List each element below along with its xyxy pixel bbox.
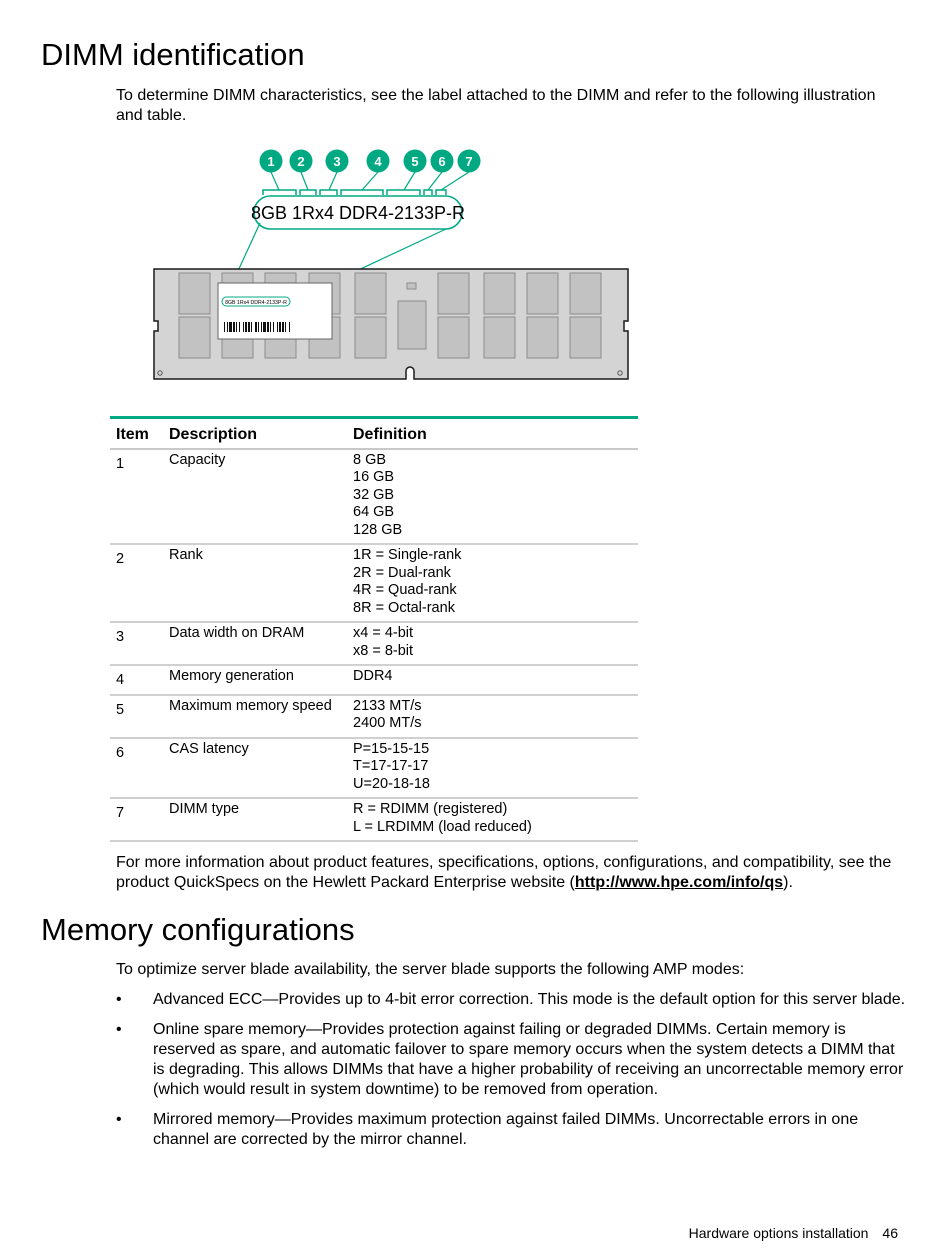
more-info-text-end: ). xyxy=(783,873,793,891)
definition-line: 2133 MT/s xyxy=(353,697,422,714)
definition-line: 128 GB xyxy=(353,521,403,538)
list-item xyxy=(116,1110,906,1150)
list-item xyxy=(116,990,906,1010)
header-description: Description xyxy=(163,418,347,449)
table-row xyxy=(110,544,638,622)
amp-modes-list xyxy=(116,990,906,1160)
callout-brackets xyxy=(263,190,446,195)
item-definition xyxy=(347,798,638,841)
item-number: 4 xyxy=(110,665,163,695)
item-description: Memory generation xyxy=(163,665,347,695)
item-description: Data width on DRAM xyxy=(163,622,347,665)
bullet-text: Mirrored memory—Provides maximum protection against failed DIMMs. Uncorrectable errors in one channel are corrected by the mirror channel. xyxy=(153,1111,859,1148)
callout-7 xyxy=(458,150,481,173)
item-description: Capacity xyxy=(163,449,347,545)
item-definition xyxy=(347,738,638,799)
definition-line: 2400 MT/s xyxy=(353,715,422,731)
definition-line: 8R = Octal-rank xyxy=(353,599,455,616)
section-title-memory-configurations: Memory configurations xyxy=(41,912,355,947)
callout-group xyxy=(260,150,481,173)
item-description: Rank xyxy=(163,544,347,622)
callout-number: 7 xyxy=(465,154,473,169)
page-number: 46 xyxy=(882,1225,898,1241)
item-definition xyxy=(347,622,638,665)
bullet-icon: • xyxy=(116,991,122,1008)
definition-line: 64 GB xyxy=(353,504,395,520)
item-number: 2 xyxy=(110,544,163,622)
item-definition xyxy=(347,449,638,545)
definition-line: T=17-17-17 xyxy=(353,758,429,774)
list-item xyxy=(116,1020,906,1100)
bullet-icon: • xyxy=(116,1021,122,1038)
dimm-label-diagram xyxy=(150,145,640,390)
item-number: 1 xyxy=(110,449,163,545)
dimm-definition-table xyxy=(110,416,638,842)
page-footer xyxy=(689,1225,898,1241)
callout-number: 5 xyxy=(411,154,419,169)
table-row xyxy=(110,798,638,841)
item-definition xyxy=(347,544,638,622)
definition-line: L = LRDIMM (load reduced) xyxy=(353,818,532,835)
memory-intro-paragraph: To optimize server blade availability, the server blade supports the following AMP modes: xyxy=(116,961,745,978)
callout-number: 4 xyxy=(374,154,382,169)
callout-number: 2 xyxy=(297,154,305,169)
quickspecs-link[interactable]: http://www.hpe.com/info/qs xyxy=(574,873,784,891)
callout-leaders xyxy=(271,172,469,190)
zoomed-label-text: 8GB 1Rx4 DDR4-2133P-R xyxy=(250,203,466,223)
header-definition: Definition xyxy=(347,418,638,449)
definition-line: x4 = 4-bit xyxy=(353,625,414,641)
definition-line: x8 = 8-bit xyxy=(353,642,414,659)
item-number: 7 xyxy=(110,798,163,841)
item-description: Maximum memory speed xyxy=(163,695,347,738)
item-description: CAS latency xyxy=(163,738,347,799)
definition-line: 32 GB xyxy=(353,486,395,503)
definition-line: R = RDIMM (registered) xyxy=(353,801,508,817)
table-row xyxy=(110,695,638,738)
callout-2 xyxy=(290,150,313,173)
barcode xyxy=(224,322,290,332)
item-definition xyxy=(347,695,638,738)
footer-section-name: Hardware options installation xyxy=(688,1225,869,1241)
callout-number: 1 xyxy=(267,154,275,169)
item-description: DIMM type xyxy=(163,798,347,841)
bullet-text: Online spare memory—Provides protection against failing or degraded DIMMs. Certain memory is reserved as spare, and automatic failover to spare memory occurs when the system detects a DIMM that is degrading. This allows DIMMs that have a higher probability of receiving an uncorrectable memory error (which would result in system downtime) to be removed from operation. xyxy=(153,1021,904,1098)
definition-line: 2R = Dual-rank xyxy=(353,564,451,581)
definition-line: P=15-15-15 xyxy=(353,740,430,757)
section-title-dimm-identification: DIMM identification xyxy=(41,37,305,72)
more-info-text: For more information about product features, specifications, options, configurations, and compatibility, see the product QuickSpecs on the Hewlett Packard Enterprise website ( xyxy=(116,854,892,891)
definition-line: DDR4 xyxy=(353,668,393,684)
definition-line: 1R = Single-rank xyxy=(353,547,462,563)
callout-number: 3 xyxy=(333,154,341,169)
dimm-label-small-text: 8GB 1Rx4 DDR4-2133P-R xyxy=(225,300,287,306)
item-number: 6 xyxy=(110,738,163,799)
definition-line: 8 GB xyxy=(353,451,387,468)
table-row xyxy=(110,449,638,545)
bullet-text: Advanced ECC—Provides up to 4-bit error correction. This mode is the default option for this server blade. xyxy=(153,991,906,1008)
callout-5 xyxy=(404,150,427,173)
table-header-row xyxy=(110,418,638,449)
bullet-icon: • xyxy=(116,1111,122,1128)
dimm-label-sticker xyxy=(218,283,332,339)
item-number: 5 xyxy=(110,695,163,738)
definition-line: 16 GB xyxy=(353,469,395,485)
callout-3 xyxy=(326,150,349,173)
table-row xyxy=(110,665,638,695)
item-number: 3 xyxy=(110,622,163,665)
dimm-intro-paragraph: To determine DIMM characteristics, see the label attached to the DIMM and refer to the following illustration and table. xyxy=(116,87,876,124)
definition-line: U=20-18-18 xyxy=(353,775,430,792)
callout-number: 6 xyxy=(438,154,446,169)
header-item: Item xyxy=(110,418,163,449)
definition-line: 4R = Quad-rank xyxy=(353,582,457,598)
table-row xyxy=(110,738,638,799)
callout-1 xyxy=(260,150,283,173)
callout-6 xyxy=(431,150,454,173)
table-row xyxy=(110,622,638,665)
item-definition xyxy=(347,665,638,695)
more-info-paragraph xyxy=(116,853,906,892)
callout-4 xyxy=(367,150,390,173)
